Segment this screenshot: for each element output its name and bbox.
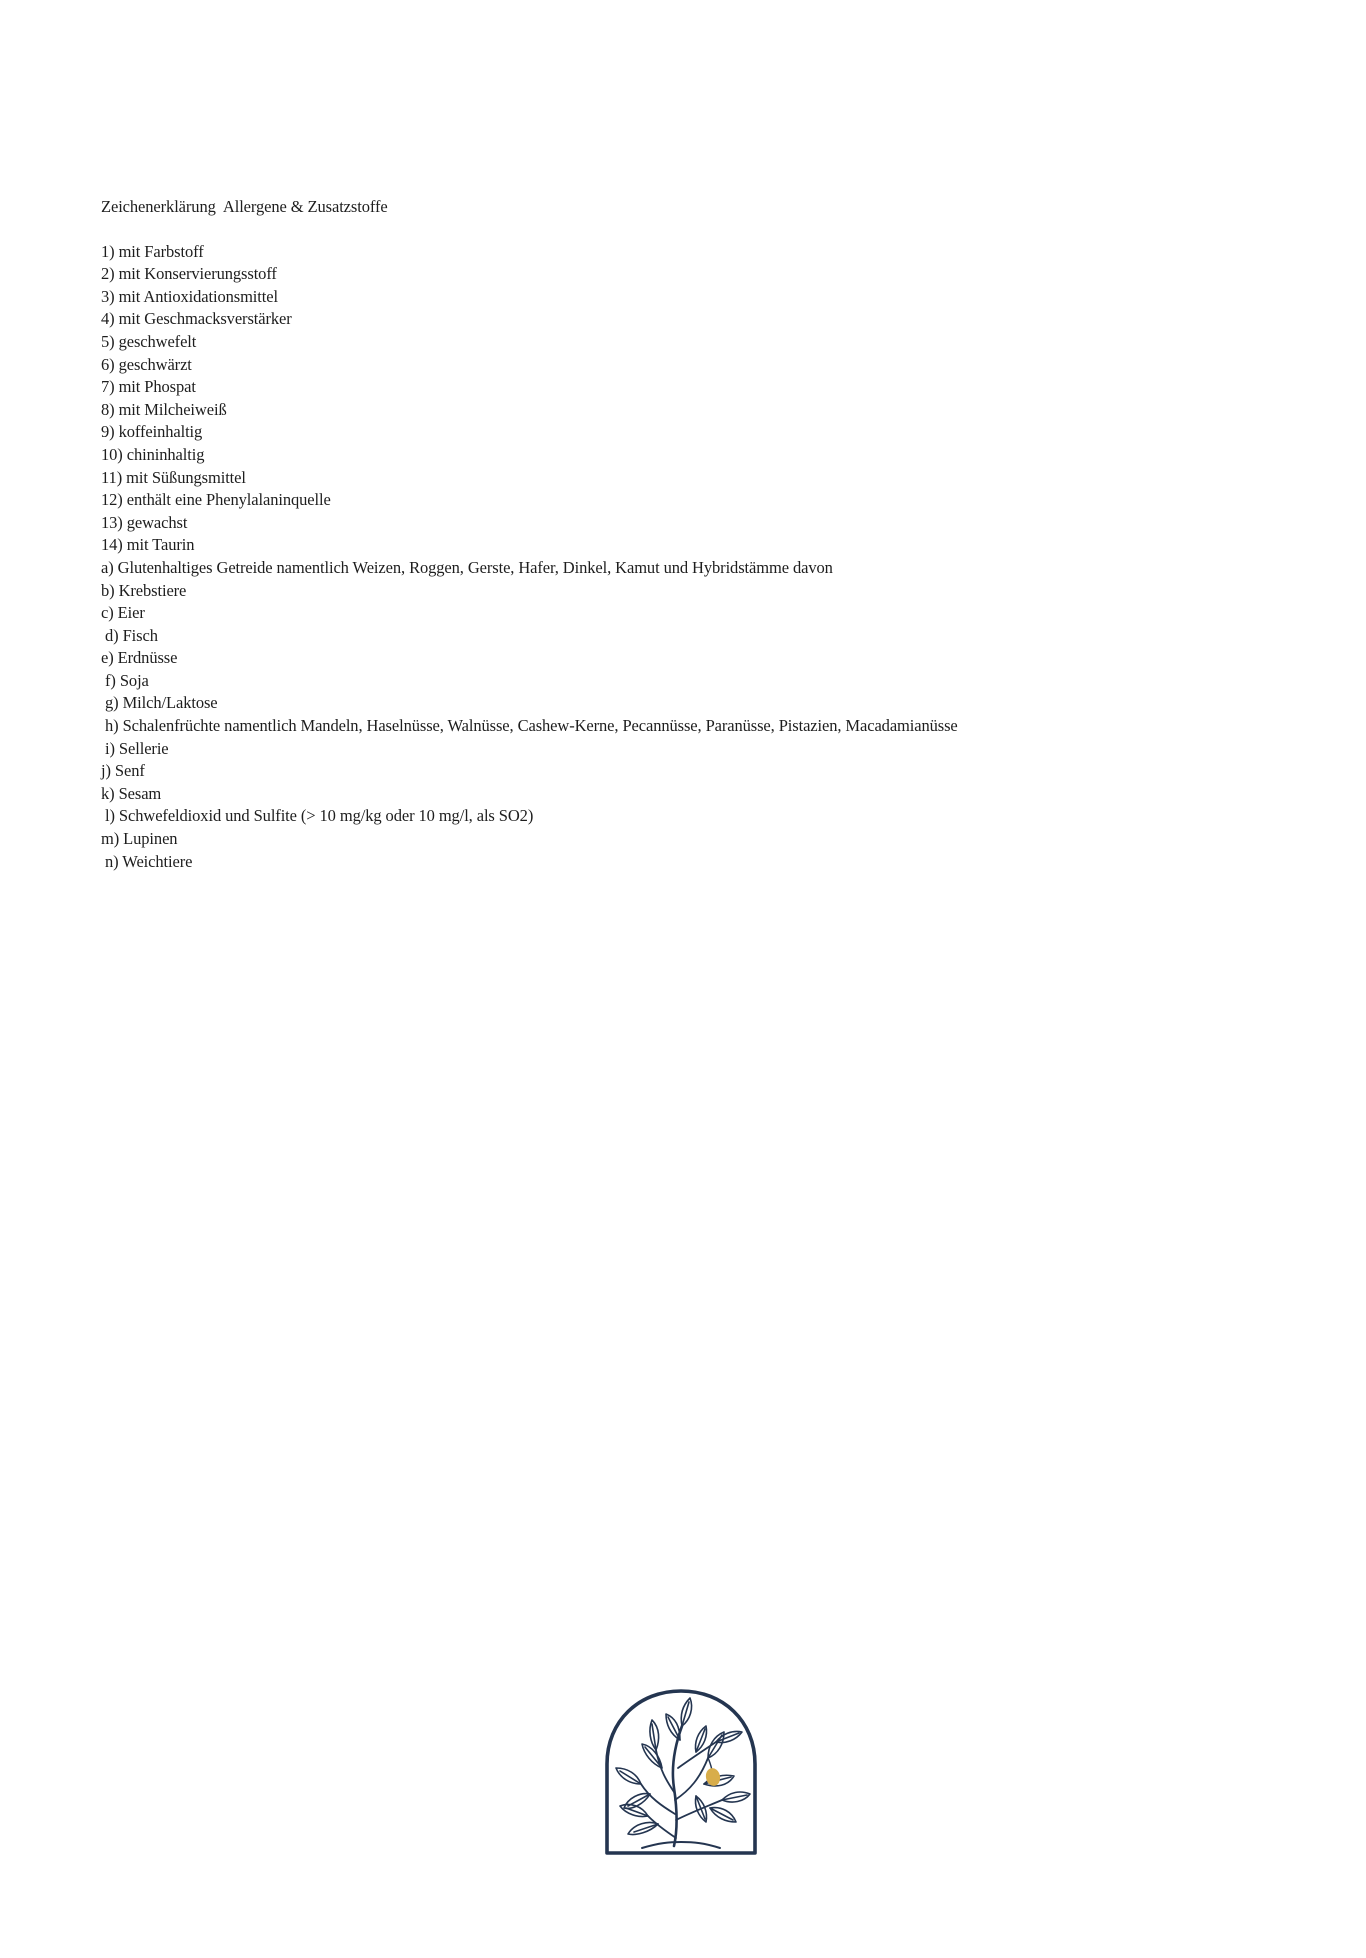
legend-spacer	[101, 219, 1261, 241]
legend-item: a) Glutenhaltiges Getreide namentlich Weizen, Roggen, Gerste, Hafer, Dinkel, Kamut und Hybridstämme davon	[101, 557, 833, 577]
legend-item: 5) geschwefelt	[101, 331, 197, 351]
legend-item: m) Lupinen	[101, 829, 178, 849]
legend-item: 4) mit Geschmacksverstärker	[101, 309, 292, 329]
legend-item: 6) geschwärzt	[101, 354, 192, 374]
legend-item: d) Fisch	[101, 625, 158, 645]
legend-item: 13) gewachst	[101, 512, 188, 532]
legend-item: b) Krebstiere	[101, 580, 187, 600]
legend-item: 8) mit Milcheiweiß	[101, 399, 227, 419]
allergen-legend	[101, 196, 1261, 873]
legend-item: i) Sellerie	[101, 738, 169, 758]
legend-item: 11) mit Süßungsmittel	[101, 467, 246, 487]
legend-item: 3) mit Antioxidationsmittel	[101, 286, 278, 306]
legend-item: l) Schwefeldioxid und Sulfite (> 10 mg/kg oder 10 mg/l, als SO2)	[101, 806, 534, 826]
legend-item: 14) mit Taurin	[101, 535, 195, 555]
olive-tree-arch-logo-icon	[604, 1688, 758, 1856]
legend-item: 12) enthält eine Phenylalaninquelle	[101, 490, 331, 510]
legend-item: 10) chininhaltig	[101, 444, 205, 464]
legend-item: k) Sesam	[101, 783, 162, 803]
legend-item: j) Senf	[101, 761, 145, 781]
legend-item: 1) mit Farbstoff	[101, 241, 204, 261]
legend-item: c) Eier	[101, 603, 145, 623]
legend-item: 2) mit Konservierungsstoff	[101, 264, 277, 284]
legend-item: 7) mit Phospat	[101, 377, 196, 397]
legend-list	[101, 241, 1261, 874]
legend-item: e) Erdnüsse	[101, 648, 178, 668]
legend-item: f) Soja	[101, 670, 149, 690]
legend-item: h) Schalenfrüchte namentlich Mandeln, Haselnüsse, Walnüsse, Cashew-Kerne, Pecannüsse, Paranüsse, Pistazien, Macadamianüsse	[101, 716, 958, 736]
legend-item: g) Milch/Laktose	[101, 693, 218, 713]
legend-title: Zeichenerklärung Allergene & Zusatzstoffe	[101, 197, 388, 216]
legend-item: 9) koffeinhaltig	[101, 422, 203, 442]
legend-item: n) Weichtiere	[101, 851, 193, 871]
